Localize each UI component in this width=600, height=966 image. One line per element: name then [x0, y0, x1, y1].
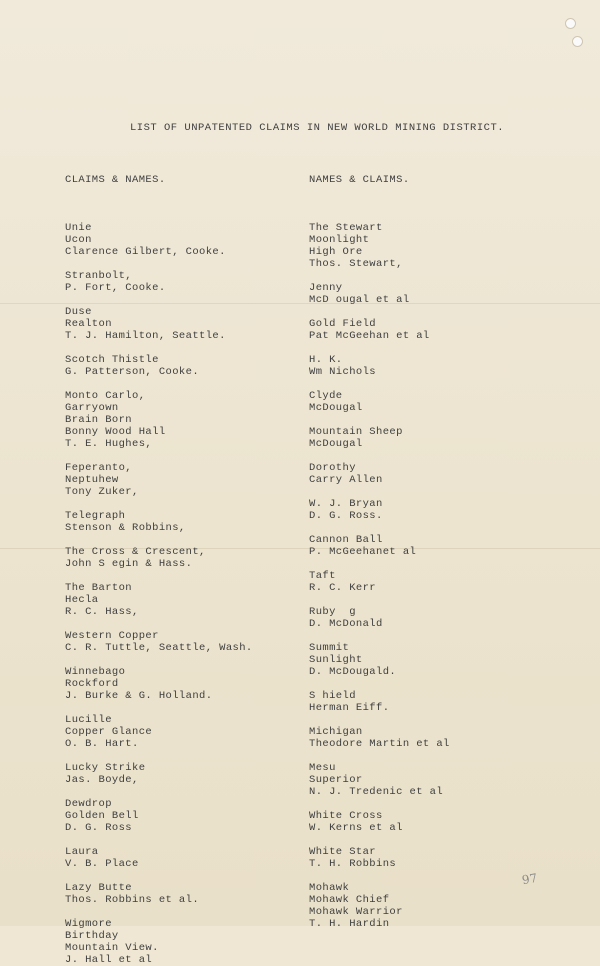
claim-name: Monto Carlo, — [65, 390, 146, 402]
claim-entry — [309, 462, 450, 486]
claim-entry — [309, 642, 450, 678]
claim-owner: J. Burke & G. Holland. — [65, 690, 213, 702]
claim-name: Gold Field — [309, 318, 377, 330]
punch-hole — [572, 36, 583, 47]
claim-owner: D. McDougald. — [309, 666, 397, 678]
claim-entry — [309, 318, 450, 342]
claim-name: Realton — [65, 318, 112, 330]
claim-entry — [309, 690, 450, 714]
claim-owner: T. H. Robbins — [309, 858, 397, 870]
claim-name: Clyde — [309, 390, 343, 402]
claim-name: Feperanto, — [65, 462, 133, 474]
claim-name: Golden Bell — [65, 810, 139, 822]
claim-entry — [309, 810, 450, 834]
claim-name: Telegraph — [65, 510, 126, 522]
claim-owner: Jas. Boyde, — [65, 774, 139, 786]
claim-name: Superior — [309, 774, 363, 786]
right-column-heading: NAMES & CLAIMS. — [309, 174, 410, 186]
claim-name: Mohawk — [309, 882, 350, 894]
claim-name: Summit — [309, 642, 350, 654]
claim-owner: V. B. Place — [65, 858, 139, 870]
claim-owner: T. H. Hardin — [309, 918, 390, 930]
claim-name: Ucon — [65, 234, 92, 246]
claim-name: S hield — [309, 690, 356, 702]
claim-name: Mohawk Chief — [309, 894, 390, 906]
claim-owner: P. Fort, Cooke. — [65, 282, 166, 294]
claim-name: White Cross — [309, 810, 383, 822]
claim-name: Sunlight — [309, 654, 363, 666]
claim-name: Moonlight — [309, 234, 370, 246]
claim-owner: Herman Eiff. — [309, 702, 390, 714]
claim-name: Lucille — [65, 714, 112, 726]
claim-entry — [309, 354, 450, 378]
claim-owner: Tony Zuker, — [65, 486, 139, 498]
claim-owner: R. C. Hass, — [65, 606, 139, 618]
claim-entry — [309, 390, 450, 414]
claim-owner: W. Kerns et al — [309, 822, 403, 834]
claim-owner: D. G. Ross — [65, 822, 133, 834]
claim-owner: McDougal — [309, 438, 363, 450]
claim-owner: G. Patterson, Cooke. — [65, 366, 200, 378]
claim-entry — [65, 582, 253, 618]
claim-name: Western Copper — [65, 630, 159, 642]
claim-owner: Thos. Stewart, — [309, 258, 403, 270]
claim-entry — [309, 222, 450, 270]
claim-entry — [65, 462, 253, 498]
claim-entry — [65, 306, 253, 342]
claim-owner: McDougal — [309, 402, 363, 414]
claim-entry — [65, 222, 253, 258]
claim-name: Copper Glance — [65, 726, 153, 738]
claim-owner: John S egin & Hass. — [65, 558, 193, 570]
claim-entry — [65, 714, 253, 750]
claim-entry — [309, 606, 450, 630]
claim-owner: C. R. Tuttle, Seattle, Wash. — [65, 642, 253, 654]
claim-entry — [65, 510, 253, 534]
claim-name: Birthday — [65, 930, 119, 942]
claim-entry — [309, 426, 450, 450]
claim-owner: Stenson & Robbins, — [65, 522, 186, 534]
claim-entry — [65, 354, 253, 378]
claim-name: Winnebago — [65, 666, 126, 678]
claim-owner: P. McGeehanet al — [309, 546, 417, 558]
pencil-annotation: 97 — [520, 870, 539, 888]
claim-name: Wigmore — [65, 918, 112, 930]
claim-entry — [309, 882, 450, 930]
claim-name: Garryown — [65, 402, 119, 414]
claim-owner: N. J. Tredenic et al — [309, 786, 444, 798]
claim-entry — [309, 282, 450, 306]
claim-owner: O. B. Hart. — [65, 738, 139, 750]
claim-entry — [65, 882, 253, 906]
claim-owner: J. Hall et al — [65, 954, 153, 966]
claim-name: H. K. — [309, 354, 343, 366]
claim-owner: Wm Nichols — [309, 366, 377, 378]
claim-entry — [309, 570, 450, 594]
punch-hole — [565, 18, 576, 29]
claim-name: High Ore — [309, 246, 363, 258]
claim-name: Michigan — [309, 726, 363, 738]
right-column — [309, 150, 450, 930]
claim-name: Mountain View. — [65, 942, 159, 954]
claim-owner: D. G. Ross. — [309, 510, 383, 522]
claim-name: Mesu — [309, 762, 336, 774]
claim-entry — [65, 390, 253, 450]
claim-name: White Star — [309, 846, 377, 858]
claim-entry — [309, 498, 450, 522]
claim-name: Laura — [65, 846, 99, 858]
claim-entry — [65, 918, 253, 966]
claim-entry — [65, 798, 253, 834]
claim-name: Jenny — [309, 282, 343, 294]
claim-name: Mohawk Warrior — [309, 906, 403, 918]
claim-owner: Clarence Gilbert, Cooke. — [65, 246, 226, 258]
claim-owner: Theodore Martin et al — [309, 738, 450, 750]
claim-name: Duse — [65, 306, 92, 318]
claim-entry — [309, 726, 450, 750]
claim-name: Scotch Thistle — [65, 354, 159, 366]
claim-name: Unie — [65, 222, 92, 234]
claim-owner: McD ougal et al — [309, 294, 410, 306]
claim-name: Lucky Strike — [65, 762, 146, 774]
claim-name: Dewdrop — [65, 798, 112, 810]
claim-name: Stranbolt, — [65, 270, 133, 282]
claim-name: Lazy Butte — [65, 882, 133, 894]
claim-entry — [65, 546, 253, 570]
claim-owner: R. C. Kerr — [309, 582, 377, 594]
claim-name: The Stewart — [309, 222, 383, 234]
claim-owner: D. McDonald — [309, 618, 383, 630]
claim-name: Dorothy — [309, 462, 356, 474]
claim-entry — [65, 270, 253, 294]
claim-entry — [65, 846, 253, 870]
claim-entry — [309, 846, 450, 870]
claim-entry — [65, 762, 253, 786]
claim-name: Neptuhew — [65, 474, 119, 486]
claim-owner: Pat McGeehan et al — [309, 330, 430, 342]
claim-owner: Thos. Robbins et al. — [65, 894, 200, 906]
claim-owner: Carry Allen — [309, 474, 383, 486]
claim-name: W. J. Bryan — [309, 498, 383, 510]
claim-name: Cannon Ball — [309, 534, 383, 546]
claim-name: Bonny Wood Hall — [65, 426, 166, 438]
left-column-heading: CLAIMS & NAMES. — [65, 174, 166, 186]
left-column — [65, 150, 253, 966]
claim-owner: T. J. Hamilton, Seattle. — [65, 330, 226, 342]
claim-name: Taft — [309, 570, 336, 582]
claim-name: Ruby g — [309, 606, 356, 618]
claim-entry — [309, 534, 450, 558]
claim-name: Hecla — [65, 594, 99, 606]
claim-name: The Cross & Crescent, — [65, 546, 206, 558]
claim-entry — [309, 762, 450, 798]
claim-name: The Barton — [65, 582, 133, 594]
claim-entry — [65, 630, 253, 654]
claim-entry — [65, 666, 253, 702]
document-title: LIST OF UNPATENTED CLAIMS IN NEW WORLD MINING DISTRICT. — [130, 122, 505, 134]
claim-owner: T. E. Hughes, — [65, 438, 153, 450]
claim-name: Brain Born — [65, 414, 133, 426]
claim-name: Rockford — [65, 678, 119, 690]
claim-name: Mountain Sheep — [309, 426, 403, 438]
